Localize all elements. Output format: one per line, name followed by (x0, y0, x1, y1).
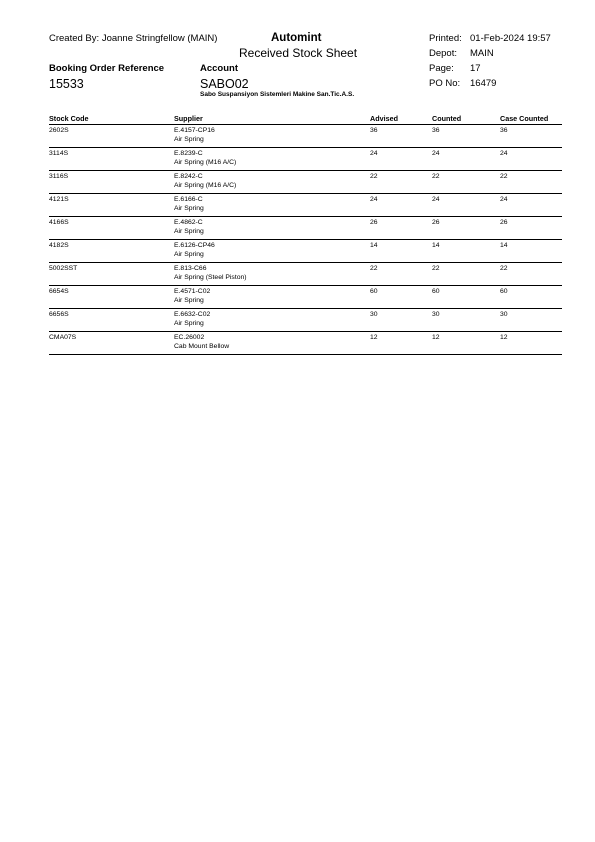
cell-supplier (174, 332, 370, 355)
cell-case-counted: 22 (500, 171, 562, 194)
item-description: Air Spring (Steel Piston) (174, 273, 247, 281)
supplier-code: E.6126-CP46 (174, 242, 215, 249)
cell-stock-code: 4166S (49, 217, 174, 240)
printed-value: 01-Feb-2024 19:57 (470, 33, 551, 44)
item-description: Air Spring (174, 135, 204, 143)
cell-counted: 22 (432, 171, 500, 194)
supplier-code: E.6632-C02 (174, 311, 211, 318)
cell-stock-code: 5002SST (49, 263, 174, 286)
item-description: Cab Mount Bellow (174, 342, 230, 350)
cell-case-counted: 36 (500, 125, 562, 148)
account-label: Account (200, 63, 238, 74)
cell-supplier (174, 171, 370, 194)
supplier-code: E.4157-CP16 (174, 127, 215, 134)
supplier-code: EC.26002 (174, 334, 205, 341)
stock-table (49, 114, 562, 355)
table-row (49, 240, 562, 263)
col-advised: Advised (370, 114, 432, 125)
cell-counted: 12 (432, 332, 500, 355)
col-case-counted: Case Counted (500, 114, 562, 125)
created-by (49, 33, 217, 44)
cell-advised: 36 (370, 125, 432, 148)
cell-advised: 24 (370, 194, 432, 217)
item-description: Air Spring (174, 227, 204, 235)
cell-advised: 26 (370, 217, 432, 240)
cell-supplier (174, 240, 370, 263)
table-row (49, 332, 562, 355)
page-label: Page: (429, 63, 454, 74)
cell-advised: 30 (370, 309, 432, 332)
supplier-code: E.6166-C (174, 196, 203, 203)
supplier-code: E.4571-C02 (174, 288, 211, 295)
created-by-label: Created By: (49, 33, 100, 44)
item-description: Air Spring (174, 296, 204, 304)
cell-advised: 24 (370, 148, 432, 171)
item-description: Air Spring (174, 204, 204, 212)
created-by-value: Joanne Stringfellow (MAIN) (101, 33, 218, 44)
account-code: SABO02 (200, 77, 249, 91)
cell-advised: 60 (370, 286, 432, 309)
booking-ref-value: 15533 (49, 77, 84, 91)
col-counted: Counted (432, 114, 500, 125)
cell-stock-code: 3114S (49, 148, 174, 171)
cell-case-counted: 24 (500, 148, 562, 171)
cell-supplier (174, 217, 370, 240)
supplier-code: E.8242-C (174, 173, 203, 180)
supplier-code: E.813-C66 (174, 265, 207, 272)
printed-label: Printed: (429, 33, 462, 44)
cell-counted: 26 (432, 217, 500, 240)
col-stock-code: Stock Code (49, 114, 174, 125)
depot-label: Depot: (429, 48, 457, 59)
booking-ref-label: Booking Order Reference (49, 63, 165, 74)
table-header-row (49, 114, 562, 125)
cell-case-counted: 26 (500, 217, 562, 240)
item-description: Air Spring (174, 250, 204, 258)
cell-advised: 22 (370, 263, 432, 286)
cell-counted: 14 (432, 240, 500, 263)
cell-supplier (174, 194, 370, 217)
col-supplier: Supplier (174, 114, 370, 125)
cell-stock-code: 4182S (49, 240, 174, 263)
cell-case-counted: 30 (500, 309, 562, 332)
cell-supplier (174, 309, 370, 332)
cell-counted: 24 (432, 194, 500, 217)
table-row (49, 263, 562, 286)
cell-counted: 36 (432, 125, 500, 148)
po-value: 16479 (470, 78, 497, 89)
item-description: Air Spring (M16 A/C) (174, 158, 237, 166)
cell-case-counted: 12 (500, 332, 562, 355)
table-row (49, 148, 562, 171)
cell-supplier (174, 286, 370, 309)
cell-supplier (174, 263, 370, 286)
cell-advised: 14 (370, 240, 432, 263)
cell-counted: 22 (432, 263, 500, 286)
cell-stock-code: CMA07S (49, 332, 174, 355)
cell-case-counted: 24 (500, 194, 562, 217)
item-description: Air Spring (174, 319, 204, 327)
sheet-title: Received Stock Sheet (239, 46, 358, 60)
account-name: Sabo Suspansiyon Sistemleri Makine San.Tic.A.S. (200, 91, 355, 98)
cell-advised: 12 (370, 332, 432, 355)
po-label: PO No: (429, 78, 461, 89)
cell-advised: 22 (370, 171, 432, 194)
cell-counted: 60 (432, 286, 500, 309)
table-row (49, 194, 562, 217)
cell-supplier (174, 148, 370, 171)
table-row (49, 286, 562, 309)
page-value: 17 (470, 63, 481, 74)
depot-value: MAIN (470, 48, 494, 59)
cell-case-counted: 60 (500, 286, 562, 309)
cell-stock-code: 6654S (49, 286, 174, 309)
cell-counted: 30 (432, 309, 500, 332)
table-row (49, 171, 562, 194)
cell-case-counted: 14 (500, 240, 562, 263)
table-row (49, 309, 562, 332)
cell-stock-code: 4121S (49, 194, 174, 217)
cell-supplier (174, 125, 370, 148)
cell-stock-code: 2602S (49, 125, 174, 148)
item-description: Air Spring (M16 A/C) (174, 181, 237, 189)
cell-stock-code: 3116S (49, 171, 174, 194)
cell-counted: 24 (432, 148, 500, 171)
company-name: Automint (271, 32, 322, 44)
cell-stock-code: 6656S (49, 309, 174, 332)
supplier-code: E.8239-C (174, 150, 203, 157)
table-row (49, 217, 562, 240)
table-row (49, 125, 562, 148)
cell-case-counted: 22 (500, 263, 562, 286)
supplier-code: E.4862-C (174, 219, 203, 226)
